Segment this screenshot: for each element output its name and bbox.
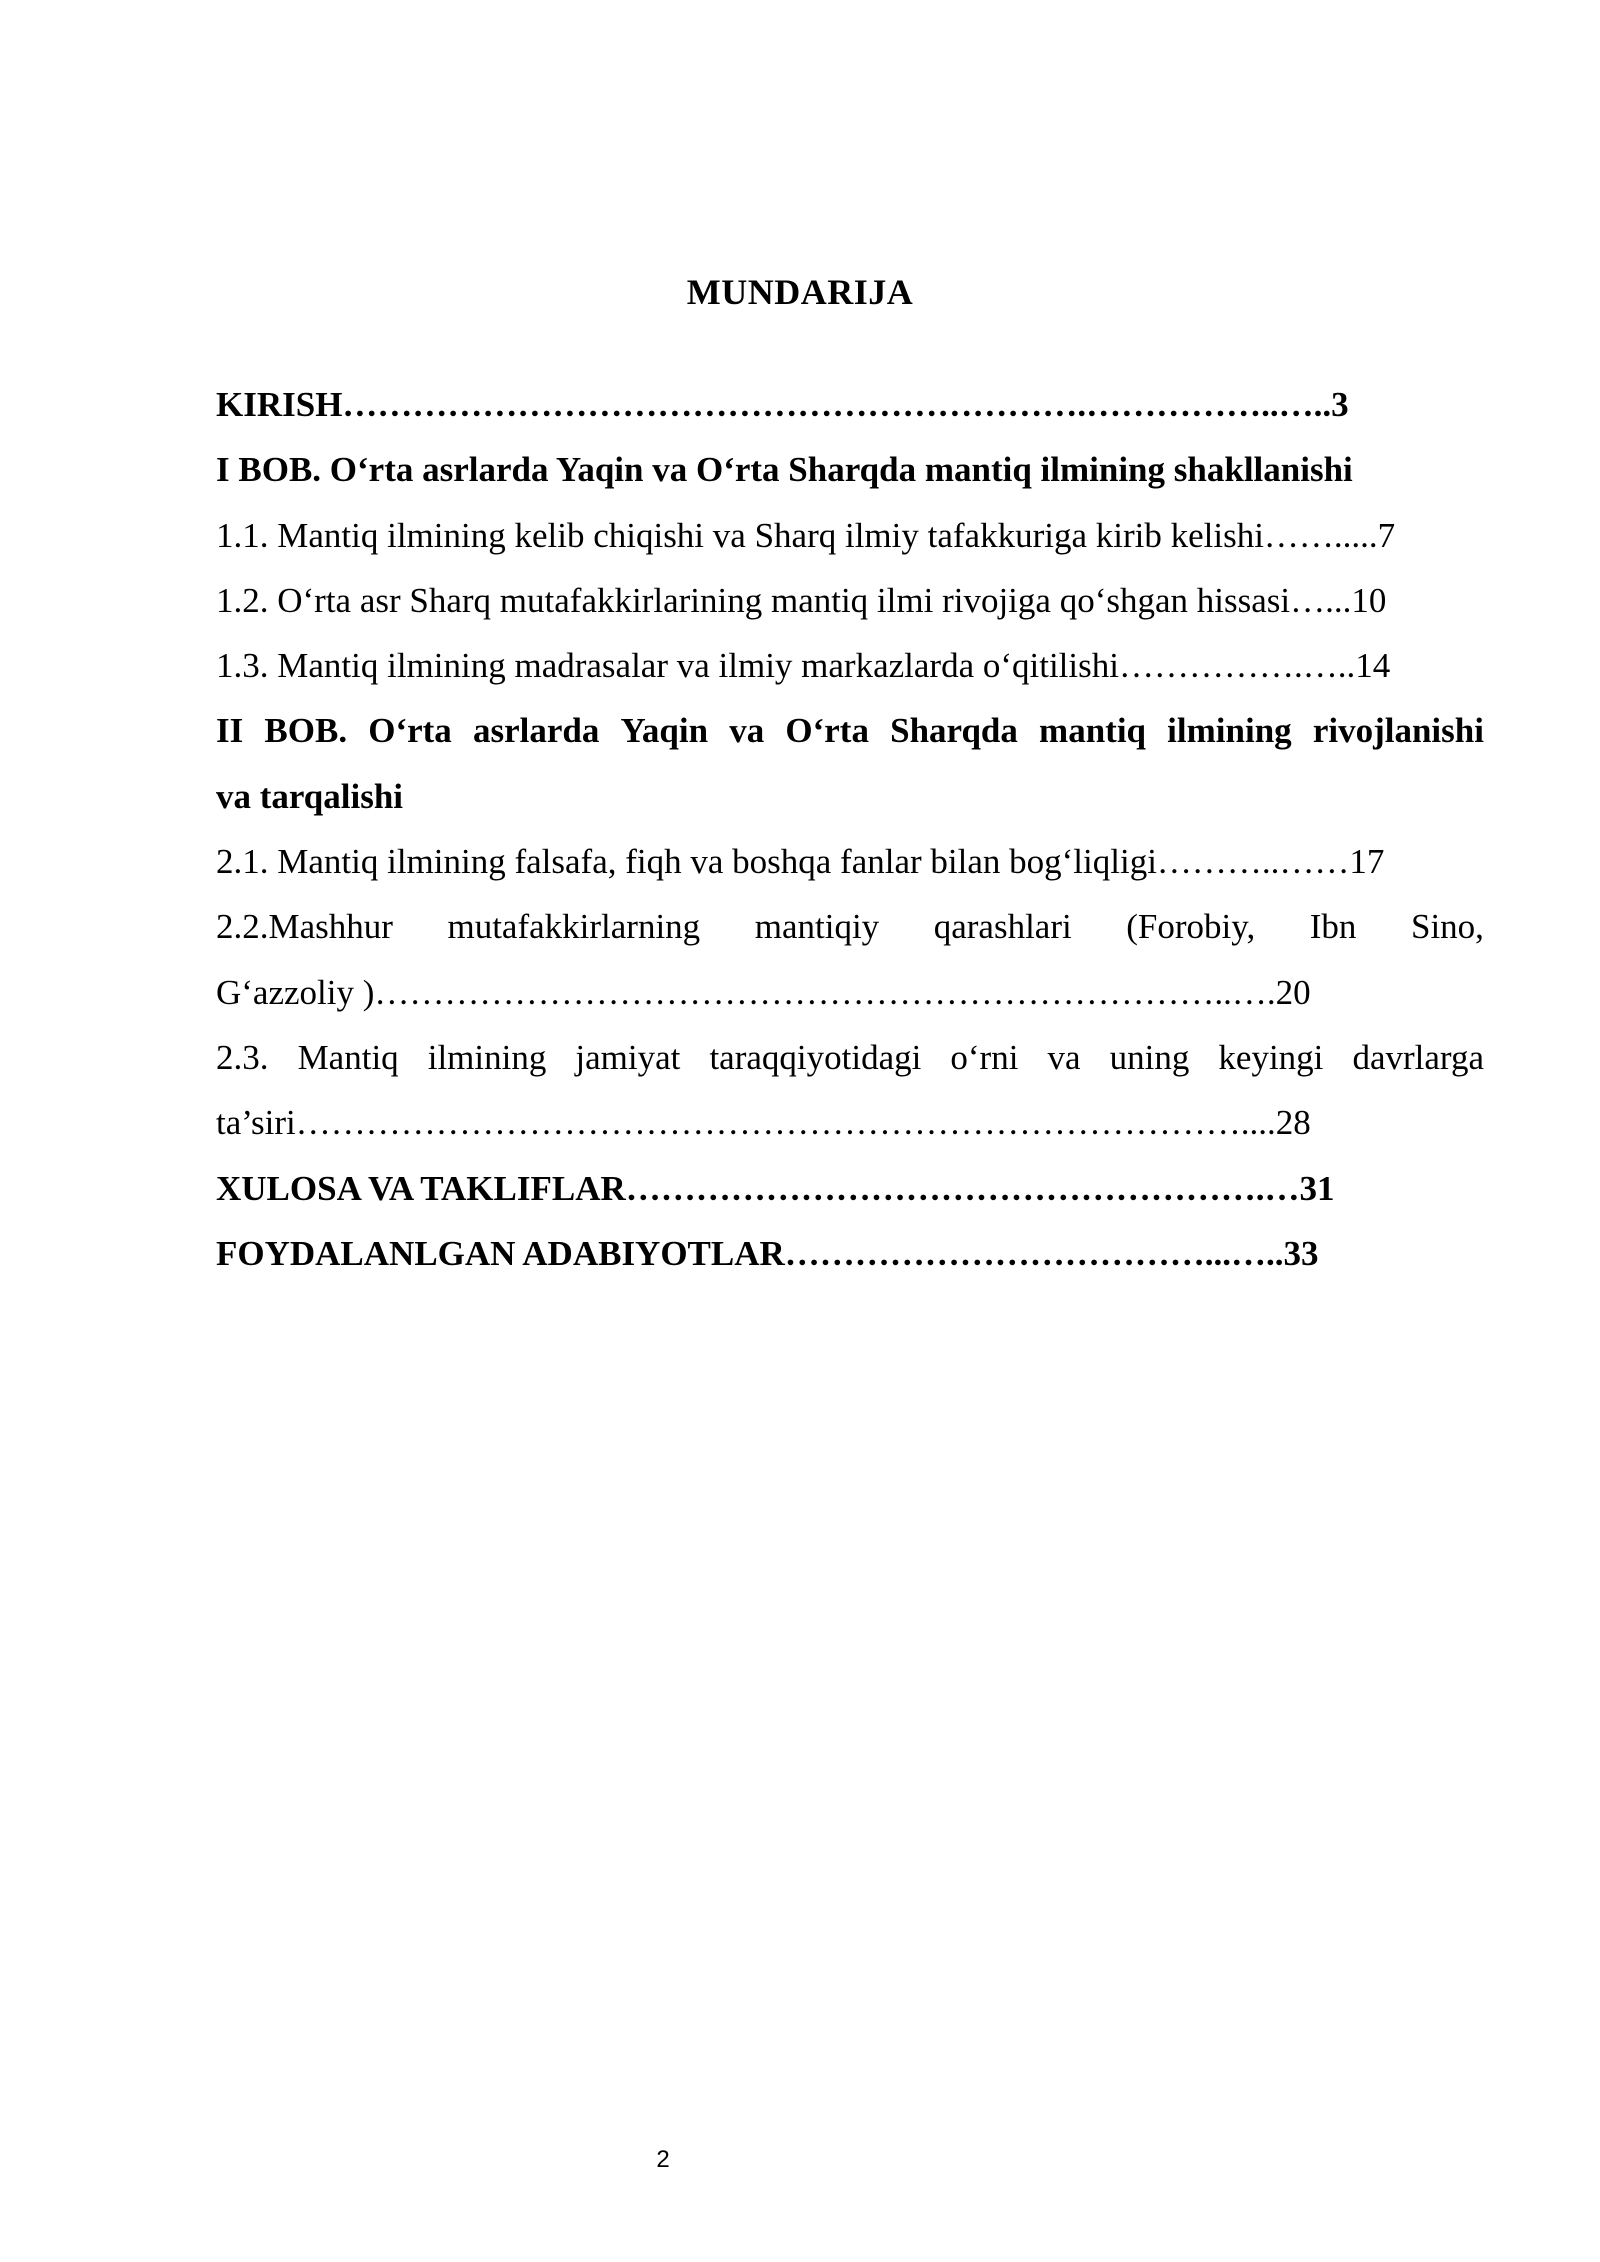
word: keyingi — [1218, 1037, 1324, 1077]
toc-entry-xulosa: XULOSA VA TAKLIFLAR……………………………………………….…31 — [216, 1168, 1335, 1208]
word: mutafakkirlarning — [447, 907, 701, 947]
word: O‘rta — [785, 711, 869, 751]
table-of-contents — [216, 372, 1484, 1286]
word: qarashlari — [933, 907, 1072, 947]
word: taraqqiyotidagi — [709, 1037, 922, 1077]
word: Mantiq — [297, 1037, 399, 1077]
toc-title: MUNDARIJA — [686, 272, 914, 312]
word: Yaqin — [620, 711, 709, 751]
page-number: 2 — [656, 2146, 670, 2173]
word: Sino, — [1410, 907, 1484, 947]
word: O‘rta — [368, 711, 452, 751]
word: rivojlanishi — [1312, 711, 1484, 751]
toc-chapter-1: I BOB. O‘rta asrlarda Yaqin va O‘rta Sharqda mantiq ilmining shakllanishi — [216, 450, 1353, 490]
word: asrlarda — [472, 711, 600, 751]
word: mantiqiy — [754, 907, 880, 947]
word: BOB. — [264, 711, 348, 751]
word: uning — [1109, 1037, 1190, 1077]
toc-section-1-2: 1.2. O‘rta asr Sharq mutafakkirlarining mantiq ilmi rivojiga qo‘shgan hissasi…...10 — [216, 580, 1387, 620]
word: (Forobiy, — [1126, 907, 1256, 947]
word: o‘rni — [950, 1037, 1019, 1077]
word: mantiq — [1039, 711, 1147, 751]
word: ilmining — [1167, 711, 1292, 751]
word: 2.3. — [216, 1037, 269, 1077]
toc-section-2-2-line-1 — [216, 894, 1484, 959]
toc-section-2-3-line-2: ta’siri………………………………………………………………………....28 — [216, 1103, 1311, 1143]
word: va — [729, 711, 765, 751]
word: davrlarga — [1352, 1037, 1484, 1077]
toc-section-1-1: 1.1. Mantiq ilmining kelib chiqishi va Sharq ilmiy tafakkuriga kirib kelishi…….....7 — [216, 515, 1396, 555]
toc-entry-kirish: KIRISH……………………………………………………….……………..…..3 — [216, 385, 1349, 424]
toc-chapter-2-line-1 — [216, 698, 1484, 763]
toc-chapter-2-line-2: va tarqalishi — [216, 776, 404, 816]
word: ilmining — [427, 1037, 547, 1077]
toc-section-2-2-line-2: G‘azzoliy )………………………………………………………………..….20 — [216, 972, 1311, 1012]
word: Ibn — [1309, 907, 1357, 947]
toc-entry-foydalanilgan-adabiyotlar: FOYDALANLGAN ADABIYOTLAR………………………………...…..33 — [216, 1233, 1319, 1273]
word: II — [216, 711, 244, 751]
word: jamiyat — [575, 1037, 681, 1077]
toc-section-2-3-line-1 — [216, 1025, 1484, 1090]
word: Sharqda — [890, 711, 1018, 751]
word: 2.2.Mashhur — [216, 907, 393, 947]
toc-section-1-3: 1.3. Mantiq ilmining madrasalar va ilmiy markazlarda o‘qitilishi…………….…..14 — [216, 646, 1391, 686]
toc-section-2-1: 2.1. Mantiq ilmining falsafa, fiqh va boshqa fanlar bilan bog‘liqligi………..……17 — [216, 842, 1385, 882]
word: va — [1047, 1037, 1081, 1077]
